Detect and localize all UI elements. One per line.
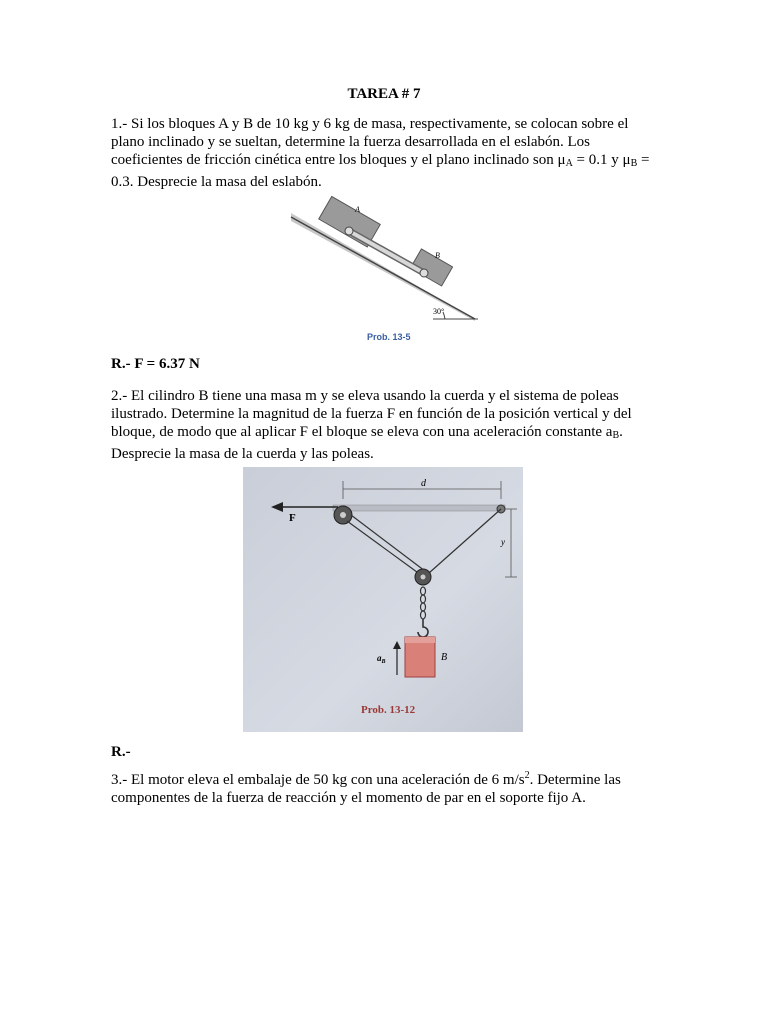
figure-2-caption: Prob. 13-12: [361, 704, 416, 716]
pulley-system-figure: [243, 467, 523, 732]
label-y: y: [501, 537, 505, 547]
problem-3-text: 3.- El motor eleva el embalaje de 50 kg con una aceleración de 6 $m/s^2$. Determine las componentes de la fuerza de reacción y el momento de par en el soporte fijo A.: [111, 770, 621, 806]
problem-1-text: 1.- Si los bloques A y B de 10 kg y 6 kg de masa, respectivamente, se colocan sobre el plano inclinado y se sueltan, determine la fuerza desarrollada en el eslabón. Los coeficientes de fricción cinética entre los bloques y el plano inclinado son $\mu_A = 0.1$ y $\mu_B = 0.3$. Desprecie la masa del eslabón.: [111, 116, 650, 190]
problem-2-text: 2.- El cilindro B tiene una masa m y se eleva usando la cuerda y el sistema de poleas ilustrado. Determine la magnitud de la fuerza F en función de la posición vertical y del bloque, de modo que al aplicar F el bloque se eleva con una aceleración constante $a_B$. Desprecie la masa de la cuerda y las poleas.: [111, 388, 632, 462]
angle-label: 30°: [433, 307, 445, 316]
label-b: B: [435, 251, 440, 260]
answer-2: R.-: [111, 744, 131, 760]
label-b: B: [441, 652, 448, 663]
label-d: d: [421, 478, 426, 489]
document-title: TAREA # 7: [347, 86, 421, 102]
inclined-plane-figure: [283, 195, 483, 345]
figure-1-caption: Prob. 13-5: [367, 332, 411, 342]
answer-1: R.- F = 6.37 N: [111, 356, 200, 372]
label-f: F: [289, 512, 296, 524]
label-ab: $a_B$: [377, 653, 386, 665]
label-a: A: [355, 205, 360, 214]
